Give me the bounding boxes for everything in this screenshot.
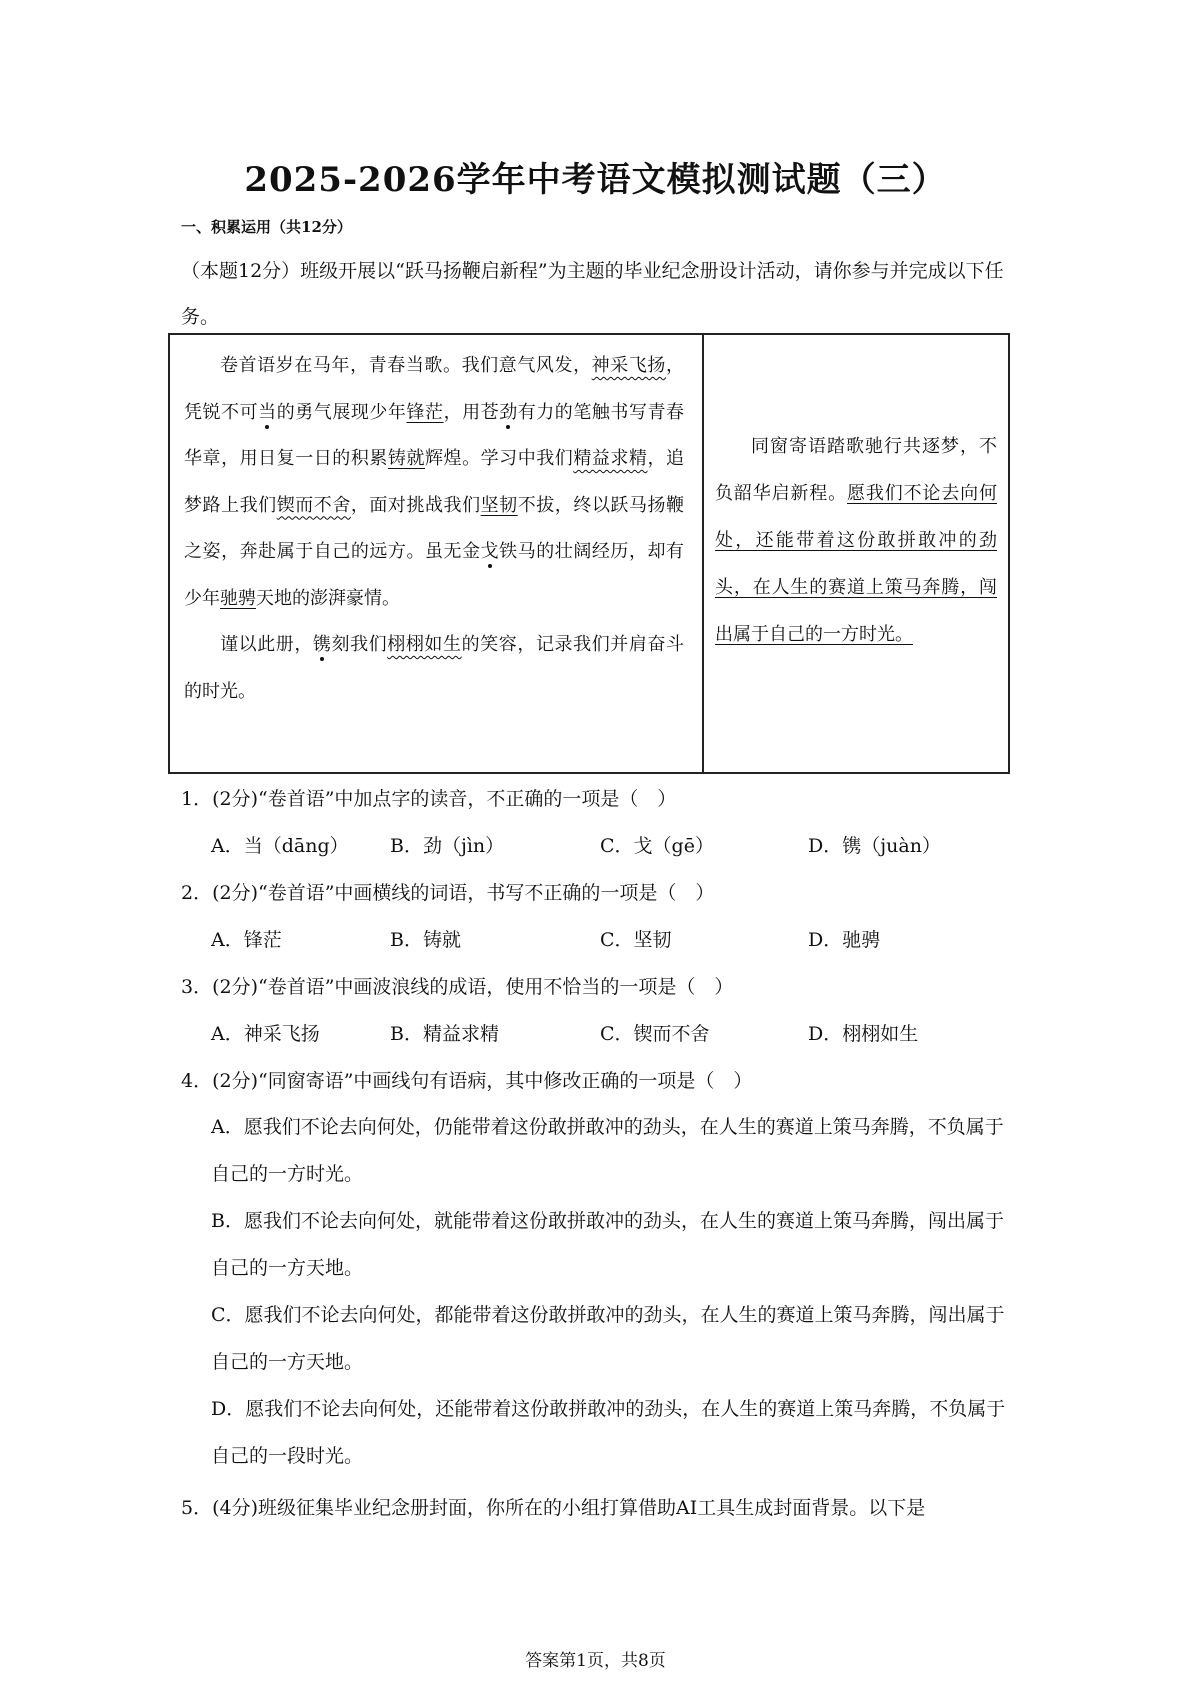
preface-text: 刻我们 bbox=[331, 634, 388, 655]
dotted-char: 劲 bbox=[499, 401, 518, 423]
word-underlined: 坚韧 bbox=[480, 494, 518, 516]
preface-paragraph-1 bbox=[184, 343, 684, 622]
word-underlined: 锋茫 bbox=[406, 401, 444, 423]
idiom-wavy: 精益求精 bbox=[573, 448, 648, 469]
option-a[interactable]: A．神采飞扬 bbox=[211, 1023, 320, 1045]
preface-text: ，用苍 bbox=[443, 401, 500, 423]
word-underlined: 铸就 bbox=[387, 448, 425, 469]
idiom-wavy: 锲而不舍 bbox=[276, 494, 351, 516]
option-a[interactable]: A．当（dāng） bbox=[211, 835, 349, 857]
dotted-char: 戈 bbox=[480, 541, 500, 562]
option-c[interactable]: C．愿我们不论去向何处，都能带着这份敢拼敢冲的劲头，在人生的赛道上策马奔腾，闯出属于自己的一方天地。 bbox=[211, 1304, 1005, 1373]
option-b[interactable]: B．精益求精 bbox=[390, 1023, 499, 1045]
option-c[interactable]: C．锲而不舍 bbox=[600, 1023, 710, 1045]
preface-text: 天地的澎湃豪情。 bbox=[256, 587, 400, 609]
option-d[interactable]: D．驰骋 bbox=[808, 929, 881, 951]
question-3-stem: 3．(2分)“卷首语”中画波浪线的成语，使用不恰当的一项是（ ） bbox=[181, 976, 734, 998]
idiom-wavy: 神采飞扬 bbox=[591, 355, 667, 376]
option-b[interactable]: B．愿我们不论去向何处，就能带着这份敢拼敢冲的劲头，在人生的赛道上策马奔腾，闯出属于自己的一方天地。 bbox=[211, 1210, 1004, 1279]
option-d[interactable]: D．镌（juàn） bbox=[808, 835, 941, 857]
option-d[interactable]: D．愿我们不论去向何处，还能带着这份敢拼敢冲的劲头，在人生的赛道上策马奔腾，不负属于自己的一段时光。 bbox=[211, 1398, 1006, 1467]
faulty-sentence-underlined: 愿我们不论去向何处，还能带着这份敢拼敢冲的劲头，在人生的赛道上策马奔腾，闯出属于自己的一方时光。 bbox=[715, 483, 997, 645]
preface-text: ，追梦路上我们 bbox=[184, 448, 685, 516]
option-c[interactable]: C．坚韧 bbox=[600, 929, 672, 951]
note-text: 同窗寄语踏歌驰行共逐梦，不负韶华启新程。 bbox=[715, 436, 997, 504]
preface-text: 辉煌。学习中我们 bbox=[425, 448, 574, 469]
preface-paragraph-2 bbox=[184, 622, 684, 715]
word-underlined: 驰骋 bbox=[220, 587, 256, 609]
page-footer: 答案第1页，共8页 bbox=[525, 1651, 666, 1671]
dotted-char: 当 bbox=[258, 401, 277, 423]
section-heading: 一、积累运用（共12分） bbox=[181, 218, 352, 236]
preface-text: 不拔，终以跃马扬鞭之姿，奔赴属于自己的远方。虽无金 bbox=[184, 494, 685, 562]
option-b[interactable]: B．铸就 bbox=[390, 929, 461, 951]
yearbook-text-box bbox=[168, 333, 1010, 774]
preface-text: 的勇气展现少年 bbox=[276, 401, 407, 423]
option-d[interactable]: D．栩栩如生 bbox=[808, 1023, 919, 1045]
classmate-note-column bbox=[715, 423, 997, 658]
option-b[interactable]: B．劲（jìn） bbox=[390, 835, 505, 857]
question-4-stem: 4．(2分)“同窗寄语”中画线句有语病，其中修改正确的一项是（ ） bbox=[181, 1070, 753, 1092]
preface-text: ，面对挑战我们 bbox=[350, 494, 481, 516]
preface-text: ，凭锐不可 bbox=[184, 355, 685, 423]
page-title: 2025-2026学年中考语文模拟测试题（三） bbox=[244, 160, 947, 200]
task-intro: （本题12分）班级开展以“跃马扬鞭启新程”为主题的毕业纪念册设计活动，请你参与并完成以下任务。 bbox=[181, 260, 1004, 328]
preface-text: 的笑容，记录我们并肩奋斗的时光。 bbox=[184, 634, 685, 702]
preface-text: 卷首语岁在马年，青春当歌。我们意气风发， bbox=[220, 355, 592, 376]
preface-column bbox=[184, 343, 684, 715]
option-c[interactable]: C．戈（gē） bbox=[600, 835, 714, 857]
dotted-char: 镌 bbox=[312, 634, 332, 655]
option-a[interactable]: A．锋茫 bbox=[211, 929, 282, 951]
idiom-wavy: 栩栩如生 bbox=[387, 634, 462, 655]
question-5-stem: 5．(4分)班级征集毕业纪念册封面，你所在的小组打算借助AI工具生成封面背景。以下是 bbox=[181, 1497, 926, 1519]
question-1-stem: 1．(2分)“卷首语”中加点字的读音，不正确的一项是（ ） bbox=[181, 788, 677, 810]
question-2-stem: 2．(2分)“卷首语”中画横线的词语，书写不正确的一项是（ ） bbox=[181, 882, 715, 904]
classmate-note bbox=[715, 423, 997, 658]
column-divider bbox=[702, 335, 704, 772]
option-a[interactable]: A．愿我们不论去向何处，仍能带着这份敢拼敢冲的劲头，在人生的赛道上策马奔腾，不负属于自己的一方时光。 bbox=[211, 1116, 1004, 1185]
preface-text: 有力的笔触书写青春华章，用日复一日的积累 bbox=[184, 401, 685, 469]
preface-text: 谨以此册， bbox=[220, 634, 313, 655]
preface-text: 铁马的壮阔经历，却有少年 bbox=[184, 541, 685, 609]
